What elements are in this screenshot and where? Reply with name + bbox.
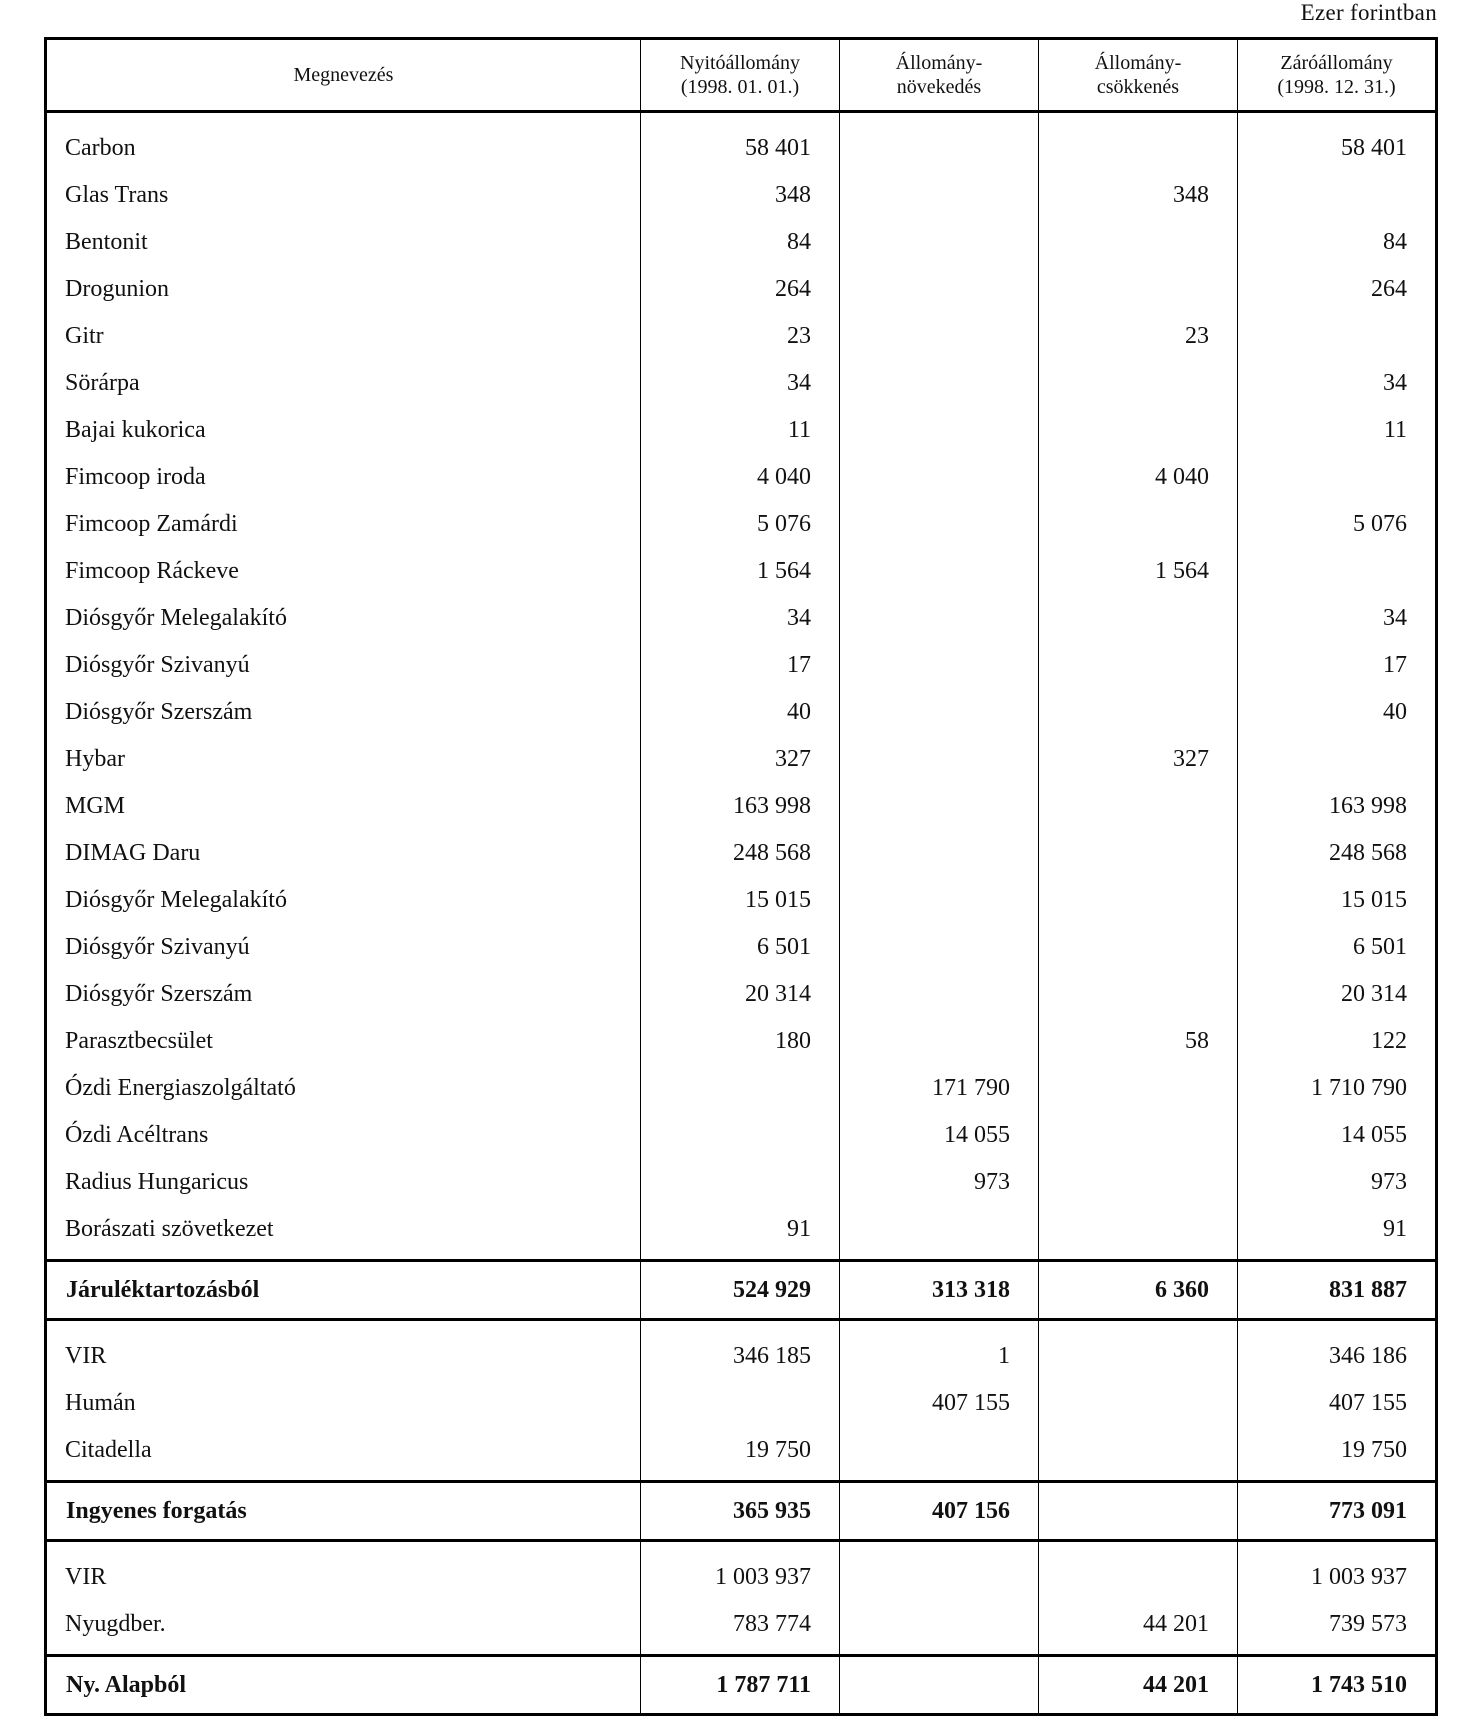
row-closing-value: [1238, 172, 1437, 219]
subtotal-opening-value: 1 787 711: [641, 1656, 840, 1715]
row-closing-value: 15 015: [1238, 877, 1437, 924]
row-increase-value: [840, 736, 1039, 783]
row-closing-value: 264: [1238, 266, 1437, 313]
row-name: Diósgyőr Melegalakító: [65, 887, 287, 913]
header-closing: [1238, 39, 1437, 112]
row-increase-value: [840, 219, 1039, 266]
row-opening-value: 1 564: [641, 548, 840, 595]
row-opening-value: 6 501: [641, 924, 840, 971]
row-decrease-value: [1039, 642, 1238, 689]
row-name: Fimcoop iroda: [65, 464, 206, 490]
row-increase-value: [840, 1541, 1039, 1602]
row-name: Diósgyőr Szivanyú: [65, 652, 250, 678]
row-closing-value: 40: [1238, 689, 1437, 736]
row-name: Ózdi Acéltrans: [65, 1122, 209, 1148]
row-name: Diósgyőr Melegalakító: [65, 605, 287, 631]
header-increase-line1: Állomány-: [895, 52, 983, 74]
row-opening-value: 19 750: [641, 1427, 840, 1482]
row-increase-value: [840, 1601, 1039, 1656]
row-name: Parasztbecsület: [65, 1028, 213, 1054]
subtotal-decrease-value: [1039, 1482, 1238, 1541]
table-row: [46, 1601, 1437, 1656]
subtotal-closing-value: 773 091: [1238, 1482, 1437, 1541]
row-decrease-value: 23: [1039, 313, 1238, 360]
row-increase-value: [840, 548, 1039, 595]
table-row: [46, 1380, 1437, 1427]
row-name: Fimcoop Zamárdi: [65, 511, 238, 537]
row-closing-value: 58 401: [1238, 112, 1437, 173]
header-row: [46, 39, 1437, 112]
row-opening-value: [641, 1112, 840, 1159]
row-closing-value: 6 501: [1238, 924, 1437, 971]
row-opening-value: [641, 1065, 840, 1112]
row-increase-value: [840, 783, 1039, 830]
header-opening-line2: (1998. 01. 01.): [680, 76, 800, 98]
row-name: DIMAG Daru: [65, 840, 201, 866]
row-increase-value: [840, 501, 1039, 548]
table-row: [46, 266, 1437, 313]
row-closing-value: 14 055: [1238, 1112, 1437, 1159]
row-decrease-value: 58: [1039, 1018, 1238, 1065]
row-opening-value: 40: [641, 689, 840, 736]
table-row: [46, 1112, 1437, 1159]
table-row: [46, 642, 1437, 689]
row-closing-value: [1238, 736, 1437, 783]
row-opening-value: 58 401: [641, 112, 840, 173]
table-row: [46, 360, 1437, 407]
row-name: Sörárpa: [65, 370, 140, 396]
row-decrease-value: [1039, 1159, 1238, 1206]
header-name: Megnevezés: [46, 39, 641, 112]
row-decrease-value: [1039, 1112, 1238, 1159]
row-opening-value: 327: [641, 736, 840, 783]
unit-note: Ezer forintban: [1300, 0, 1437, 25]
row-opening-value: 34: [641, 360, 840, 407]
row-opening-value: [641, 1159, 840, 1206]
row-closing-value: 122: [1238, 1018, 1437, 1065]
row-increase-value: [840, 112, 1039, 173]
row-opening-value: 91: [641, 1206, 840, 1261]
subtotal-row: [46, 1261, 1437, 1320]
table-row: [46, 112, 1437, 173]
header-increase-line2: növekedés: [896, 76, 982, 98]
row-name: Carbon: [65, 135, 136, 161]
row-opening-value: 264: [641, 266, 840, 313]
table-header: [46, 39, 1437, 112]
row-name: Borászati szövetkezet: [65, 1216, 274, 1242]
row-closing-value: 34: [1238, 360, 1437, 407]
row-opening-value: 346 185: [641, 1320, 840, 1381]
row-increase-value: [840, 360, 1039, 407]
header-increase: [840, 39, 1039, 112]
row-opening-value: 348: [641, 172, 840, 219]
row-closing-value: 346 186: [1238, 1320, 1437, 1381]
row-decrease-value: [1039, 830, 1238, 877]
row-decrease-value: 327: [1039, 736, 1238, 783]
row-decrease-value: [1039, 1380, 1238, 1427]
table-row: [46, 1065, 1437, 1112]
row-opening-value: 163 998: [641, 783, 840, 830]
row-name: Gitr: [65, 323, 104, 349]
row-name: VIR: [65, 1564, 107, 1590]
row-closing-value: 19 750: [1238, 1427, 1437, 1482]
subtotal-name: Ingyenes forgatás: [46, 1482, 641, 1541]
row-closing-value: 1 710 790: [1238, 1065, 1437, 1112]
row-increase-value: 14 055: [840, 1112, 1039, 1159]
subtotal-name: Ny. Alapból: [46, 1656, 641, 1715]
row-increase-value: [840, 313, 1039, 360]
row-decrease-value: 348: [1039, 172, 1238, 219]
header-opening: [641, 39, 840, 112]
row-increase-value: 1: [840, 1320, 1039, 1381]
table-body: [46, 112, 1437, 1715]
row-increase-value: [840, 1427, 1039, 1482]
row-name: Bentonit: [65, 229, 148, 255]
row-name: VIR: [65, 1343, 107, 1369]
row-closing-value: 1 003 937: [1238, 1541, 1437, 1602]
table-row: [46, 407, 1437, 454]
table-row: [46, 1159, 1437, 1206]
row-closing-value: 248 568: [1238, 830, 1437, 877]
header-closing-line2: (1998. 12. 31.): [1277, 76, 1396, 98]
row-increase-value: 171 790: [840, 1065, 1039, 1112]
row-decrease-value: [1039, 112, 1238, 173]
row-closing-value: 163 998: [1238, 783, 1437, 830]
header-decrease-line2: csökkenés: [1096, 76, 1180, 98]
row-decrease-value: [1039, 595, 1238, 642]
table-row: [46, 1541, 1437, 1602]
row-name: Drogunion: [65, 276, 169, 302]
subtotal-increase-value: [840, 1656, 1039, 1715]
row-name: Diósgyőr Szerszám: [65, 981, 253, 1007]
table-row: [46, 595, 1437, 642]
row-opening-value: 5 076: [641, 501, 840, 548]
table-row: [46, 1018, 1437, 1065]
row-decrease-value: [1039, 1541, 1238, 1602]
row-decrease-value: [1039, 1065, 1238, 1112]
row-name: Citadella: [65, 1437, 152, 1463]
subtotal-row: [46, 1482, 1437, 1541]
subtotal-closing-value: 1 743 510: [1238, 1656, 1437, 1715]
subtotal-name: Járuléktartozásból: [46, 1261, 641, 1320]
row-decrease-value: [1039, 1206, 1238, 1261]
row-closing-value: 973: [1238, 1159, 1437, 1206]
row-closing-value: 34: [1238, 595, 1437, 642]
row-opening-value: 4 040: [641, 454, 840, 501]
row-decrease-value: 44 201: [1039, 1601, 1238, 1656]
row-closing-value: [1238, 548, 1437, 595]
row-decrease-value: [1039, 924, 1238, 971]
row-increase-value: [840, 971, 1039, 1018]
row-closing-value: 17: [1238, 642, 1437, 689]
row-name: Diósgyőr Szerszám: [65, 699, 253, 725]
table-row: [46, 689, 1437, 736]
row-name: Bajai kukorica: [65, 417, 206, 443]
row-increase-value: [840, 924, 1039, 971]
row-name: Humán: [65, 1390, 136, 1416]
row-increase-value: 407 155: [840, 1380, 1039, 1427]
row-name: MGM: [65, 793, 126, 819]
table-row: [46, 783, 1437, 830]
table-row: [46, 454, 1437, 501]
table-row: [46, 219, 1437, 266]
row-decrease-value: 4 040: [1039, 454, 1238, 501]
row-name: Glas Trans: [65, 182, 169, 208]
row-increase-value: [840, 595, 1039, 642]
row-increase-value: [840, 172, 1039, 219]
row-name: Diósgyőr Szivanyú: [65, 934, 250, 960]
table-row: [46, 877, 1437, 924]
row-increase-value: [840, 407, 1039, 454]
row-increase-value: [840, 830, 1039, 877]
table-row: [46, 172, 1437, 219]
subtotal-increase-value: 407 156: [840, 1482, 1039, 1541]
header-closing-line1: Záróállomány: [1280, 52, 1393, 74]
balance-table: [44, 37, 1438, 1716]
table-row: [46, 1320, 1437, 1381]
table-row: [46, 971, 1437, 1018]
table-row: [46, 830, 1437, 877]
subtotal-increase-value: 313 318: [840, 1261, 1039, 1320]
row-opening-value: 1 003 937: [641, 1541, 840, 1602]
row-decrease-value: [1039, 501, 1238, 548]
row-opening-value: 20 314: [641, 971, 840, 1018]
row-decrease-value: [1039, 219, 1238, 266]
row-decrease-value: [1039, 1427, 1238, 1482]
row-opening-value: 11: [641, 407, 840, 454]
table-row: [46, 1206, 1437, 1261]
row-name: Hybar: [65, 746, 125, 772]
row-increase-value: [840, 877, 1039, 924]
table-row: [46, 924, 1437, 971]
row-opening-value: 23: [641, 313, 840, 360]
subtotal-closing-value: 831 887: [1238, 1261, 1437, 1320]
table-row: [46, 736, 1437, 783]
row-closing-value: 11: [1238, 407, 1437, 454]
row-closing-value: 739 573: [1238, 1601, 1437, 1656]
row-decrease-value: [1039, 971, 1238, 1018]
table-row: [46, 501, 1437, 548]
row-decrease-value: [1039, 266, 1238, 313]
row-closing-value: 5 076: [1238, 501, 1437, 548]
row-opening-value: 248 568: [641, 830, 840, 877]
subtotal-opening-value: 524 929: [641, 1261, 840, 1320]
subtotal-opening-value: 365 935: [641, 1482, 840, 1541]
row-increase-value: [840, 689, 1039, 736]
header-decrease-line1: Állomány-: [1094, 52, 1182, 74]
header-decrease: [1039, 39, 1238, 112]
row-increase-value: [840, 1206, 1039, 1261]
row-name: Radius Hungaricus: [65, 1169, 249, 1195]
row-closing-value: [1238, 313, 1437, 360]
row-closing-value: 20 314: [1238, 971, 1437, 1018]
row-decrease-value: [1039, 360, 1238, 407]
row-decrease-value: [1039, 877, 1238, 924]
row-opening-value: 84: [641, 219, 840, 266]
row-opening-value: 34: [641, 595, 840, 642]
row-opening-value: 783 774: [641, 1601, 840, 1656]
row-decrease-value: 1 564: [1039, 548, 1238, 595]
row-increase-value: [840, 1018, 1039, 1065]
row-increase-value: [840, 642, 1039, 689]
subtotal-decrease-value: 44 201: [1039, 1656, 1238, 1715]
row-opening-value: 17: [641, 642, 840, 689]
row-opening-value: 15 015: [641, 877, 840, 924]
subtotal-row: [46, 1656, 1437, 1715]
row-name: Nyugdber.: [65, 1611, 166, 1637]
row-decrease-value: [1039, 1320, 1238, 1381]
row-name: Fimcoop Ráckeve: [65, 558, 239, 584]
row-closing-value: 91: [1238, 1206, 1437, 1261]
row-closing-value: 84: [1238, 219, 1437, 266]
subtotal-decrease-value: 6 360: [1039, 1261, 1238, 1320]
row-increase-value: [840, 454, 1039, 501]
table-row: [46, 313, 1437, 360]
row-opening-value: [641, 1380, 840, 1427]
row-name: Ózdi Energiaszolgáltató: [65, 1075, 296, 1101]
table-row: [46, 548, 1437, 595]
row-increase-value: 973: [840, 1159, 1039, 1206]
row-closing-value: [1238, 454, 1437, 501]
row-closing-value: 407 155: [1238, 1380, 1437, 1427]
table-row: [46, 1427, 1437, 1482]
row-decrease-value: [1039, 783, 1238, 830]
row-decrease-value: [1039, 407, 1238, 454]
row-increase-value: [840, 266, 1039, 313]
row-opening-value: 180: [641, 1018, 840, 1065]
header-opening-line1: Nyitóállomány: [680, 52, 800, 74]
row-decrease-value: [1039, 689, 1238, 736]
